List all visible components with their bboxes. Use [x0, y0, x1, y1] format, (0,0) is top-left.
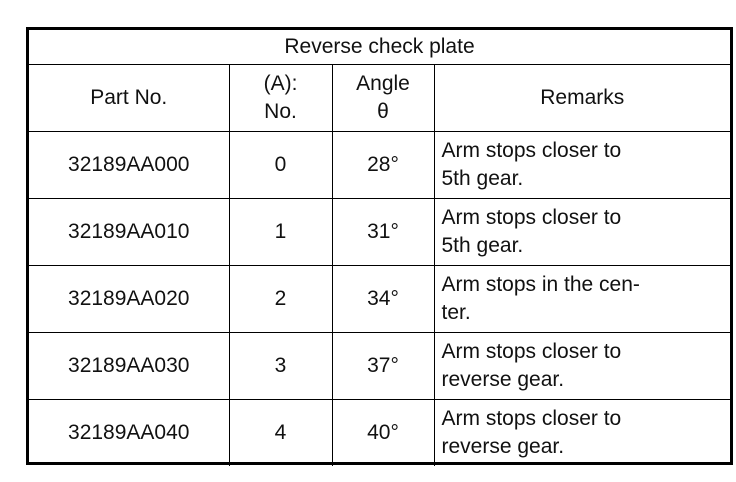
part-no-cell: 32189AA000	[29, 132, 229, 199]
angle-cell: 34°	[332, 266, 434, 333]
header-a-no-line2: No.	[264, 100, 297, 123]
angle-cell: 28°	[332, 132, 434, 199]
header-a-no	[229, 65, 332, 132]
remarks-line1: Arm stops closer to	[441, 340, 622, 363]
remarks-cell	[434, 266, 730, 333]
remarks-line2: reverse gear.	[441, 435, 565, 458]
remarks-cell	[434, 400, 730, 467]
remarks-line2: 5th gear.	[441, 167, 524, 190]
table-grid	[29, 30, 730, 466]
header-angle	[332, 65, 434, 132]
table-row	[29, 132, 730, 199]
remarks-line2: ter.	[441, 301, 471, 324]
part-no-cell: 32189AA040	[29, 400, 229, 467]
header-angle-line1: Angle	[356, 72, 410, 95]
remarks-line1: Arm stops closer to	[441, 139, 622, 162]
remarks-line1: Arm stops in the cen-	[441, 273, 640, 296]
header-part-no: Part No.	[29, 65, 229, 132]
header-angle-line2: θ	[377, 100, 389, 123]
angle-cell: 37°	[332, 333, 434, 400]
remarks-line2: 5th gear.	[441, 234, 524, 257]
part-no-cell: 32189AA030	[29, 333, 229, 400]
a-no-cell: 1	[229, 199, 332, 266]
table-row	[29, 199, 730, 266]
table-row	[29, 400, 730, 467]
remarks-line1: Arm stops closer to	[441, 206, 622, 229]
part-no-cell: 32189AA020	[29, 266, 229, 333]
remarks-cell	[434, 333, 730, 400]
table-row	[29, 333, 730, 400]
remarks-cell	[434, 199, 730, 266]
header-remarks: Remarks	[434, 65, 730, 132]
remarks-line2: reverse gear.	[441, 368, 565, 391]
a-no-cell: 4	[229, 400, 332, 467]
header-a-no-line1: (A):	[263, 72, 298, 95]
a-no-cell: 2	[229, 266, 332, 333]
angle-cell: 40°	[332, 400, 434, 467]
a-no-cell: 3	[229, 333, 332, 400]
a-no-cell: 0	[229, 132, 332, 199]
reverse-check-plate-table	[26, 27, 733, 465]
remarks-cell	[434, 132, 730, 199]
table-row	[29, 266, 730, 333]
angle-cell: 31°	[332, 199, 434, 266]
part-no-cell: 32189AA010	[29, 199, 229, 266]
remarks-line1: Arm stops closer to	[441, 407, 622, 430]
table-title: Reverse check plate	[29, 30, 730, 65]
